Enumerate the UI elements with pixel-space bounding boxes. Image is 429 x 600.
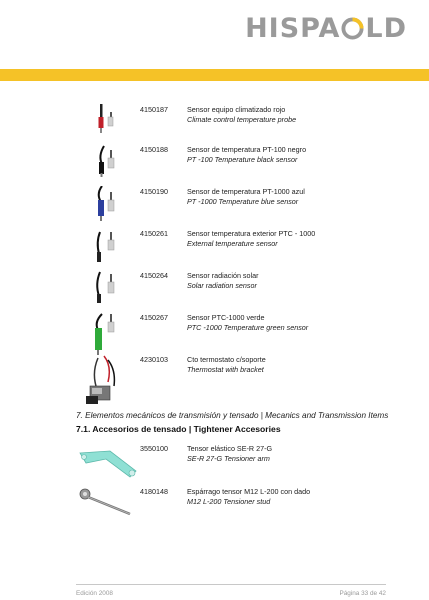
item-code: 4150187 — [140, 105, 168, 114]
list-item — [0, 354, 429, 394]
sensor-green-image — [86, 312, 136, 356]
item-description-en: SE-R 27-G Tensioner arm — [187, 454, 270, 463]
list-item — [0, 486, 429, 526]
item-code: 4230103 — [140, 355, 168, 364]
item-code: 4150188 — [140, 145, 168, 154]
sensor-red-image — [86, 104, 136, 148]
item-description-en: PTC -1000 Temperature green sensor — [187, 323, 309, 332]
list-item — [0, 312, 429, 352]
item-description-en: Thermostat with bracket — [187, 365, 264, 374]
header-accent-rule — [0, 69, 429, 81]
item-description-es: Sensor temperatura exterior PTC - 1000 — [187, 229, 316, 238]
item-description-es: Sensor equipo climatizado rojo — [187, 105, 286, 114]
sensor-blue-image — [86, 186, 136, 230]
list-item — [0, 270, 429, 310]
section-7-1-heading: 7.1. Accesorios de tensado | Tightener Accesories — [76, 424, 281, 434]
item-description-en: M12 L-200 Tensioner stud — [187, 497, 271, 506]
item-description-es: Sensor de temperatura PT-1000 azul — [187, 187, 305, 196]
item-description-es: Cto termostato c/soporte — [187, 355, 266, 364]
section-7-heading: 7. Elementos mecánicos de transmisión y tensado | Mecanics and Transmission Items — [76, 411, 389, 420]
sensor-solar-image — [86, 270, 136, 314]
sensor-external-image — [86, 228, 136, 272]
list-item — [0, 228, 429, 268]
item-description-es: Espárrago tensor M12 L-200 con dado — [187, 487, 311, 496]
footer-page-number: Página 33 de 42 — [339, 590, 386, 597]
item-description-en: Climate control temperature probe — [187, 115, 297, 124]
item-description-en: External temperature sensor — [187, 239, 278, 248]
item-code: 4180148 — [140, 487, 168, 496]
tensioner-stud-image — [76, 486, 140, 530]
page-header — [0, 0, 429, 66]
logo-text-right: LD — [365, 13, 407, 44]
footer-edition: Edición 2008 — [76, 590, 113, 597]
item-code: 4150267 — [140, 313, 168, 322]
tensioner-arm-image — [76, 443, 140, 487]
list-item — [0, 186, 429, 226]
sensor-black-image — [86, 144, 136, 188]
brand-logo — [245, 13, 407, 44]
item-description-en: Solar radiation sensor — [187, 281, 257, 290]
logo-text-left: HISPA — [245, 13, 341, 44]
item-description-es: Tensor elástico SE-R 27-G — [187, 444, 273, 453]
thermostat-image — [86, 352, 136, 410]
item-description-en: PT -1000 Temperature blue sensor — [187, 197, 299, 206]
item-description-es: Sensor radiación solar — [187, 271, 259, 280]
item-description-es: Sensor PTC-1000 verde — [187, 313, 265, 322]
list-item — [0, 144, 429, 184]
item-description-en: PT -100 Temperature black sensor — [187, 155, 298, 164]
item-code: 4150264 — [140, 271, 168, 280]
item-code: 4150261 — [140, 229, 168, 238]
footer-rule — [76, 584, 386, 585]
item-description-es: Sensor de temperatura PT-100 negro — [187, 145, 307, 154]
list-item — [0, 443, 429, 483]
list-item — [0, 104, 429, 144]
item-code: 3550100 — [140, 444, 168, 453]
item-code: 4150190 — [140, 187, 168, 196]
logo-o-icon — [341, 17, 364, 40]
